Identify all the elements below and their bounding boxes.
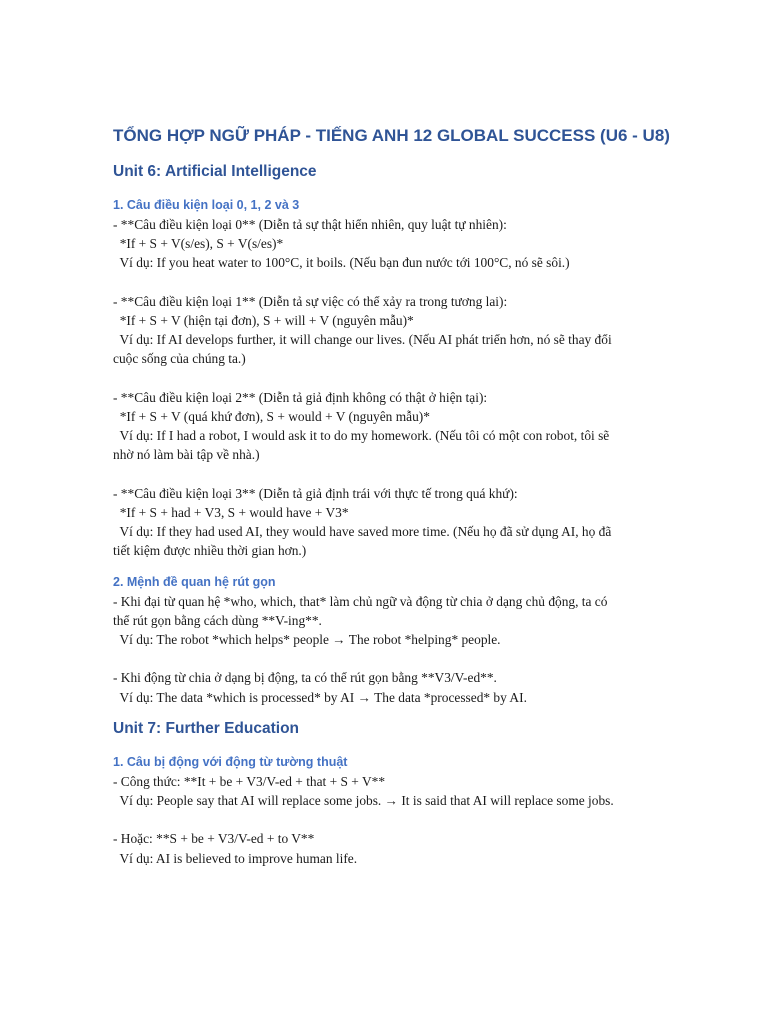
section-heading-conditionals: 1. Câu điều kiện loại 0, 1, 2 và 3 (113, 198, 300, 212)
unit-heading-7: Unit 7: Further Education (113, 719, 299, 737)
conditional-type-0-block (113, 215, 673, 273)
example-line: Ví dụ: The robot *which helps* people → The robot *helping* people. (113, 632, 501, 648)
reduced-clause-passive-block (113, 668, 673, 706)
blank-line (113, 810, 673, 829)
paragraph-line: - **Câu điều kiện loại 1** (Diễn tả sự việc có thể xảy ra trong tương lai): (113, 293, 508, 309)
blank-line (113, 465, 673, 484)
example-line: Ví dụ: AI is believed to improve human life. (113, 850, 358, 866)
example-line: Ví dụ: If AI develops further, it will change our lives. (Nếu AI phát triển hơn, nó sẽ thay đổi (113, 332, 612, 348)
conditional-type-2-block (113, 388, 673, 465)
passive-reporting-formula-block (113, 772, 673, 810)
paragraph-line: - **Câu điều kiện loại 3** (Diễn tả giả định trái với thực tế trong quá khứ): (113, 485, 518, 501)
blank-line (113, 369, 673, 388)
passive-reporting-alt-block (113, 829, 673, 867)
example-line: nhờ nó làm bài tập về nhà.) (113, 447, 260, 463)
paragraph-line: - Hoặc: **S + be + V3/V-ed + to V** (113, 831, 315, 847)
formula-line: *If + S + V (quá khứ đơn), S + would + V (nguyên mẫu)* (113, 409, 430, 424)
reduced-clause-active-block (113, 592, 673, 650)
unit-heading-6: Unit 6: Artificial Intelligence (113, 163, 317, 180)
blank-line (113, 649, 673, 668)
example-line: tiết kiệm được nhiều thời gian hơn.) (113, 543, 307, 559)
section-heading-reduced-relative-clauses: 2. Mệnh đề quan hệ rút gọn (113, 574, 276, 589)
paragraph-line: - Công thức: **It + be + V3/V-ed + that + S + V** (113, 773, 386, 789)
document-content (113, 124, 673, 868)
example-line: Ví dụ: If you heat water to 100°C, it boils. (Nếu bạn đun nước tới 100°C, nó sẽ sôi.) (113, 255, 570, 271)
paragraph-line: - **Câu điều kiện loại 2** (Diễn tả giả định không có thật ở hiện tại): (113, 389, 488, 405)
paragraph-line: - Khi đại từ quan hệ *who, which, that* làm chủ ngữ và động từ chia ở dạng chủ động, ta có (113, 593, 608, 609)
example-line: Ví dụ: People say that AI will replace some jobs. → It is said that AI will replace some jobs. (113, 793, 614, 809)
conditional-type-1-block (113, 292, 673, 369)
example-line: Ví dụ: If I had a robot, I would ask it to do my homework. (Nếu tôi có một con robot, tôi sẽ (113, 428, 610, 444)
formula-line: *If + S + had + V3, S + would have + V3* (113, 505, 349, 520)
formula-line: *If + S + V (hiện tại đơn), S + will + V (nguyên mẫu)* (113, 313, 414, 328)
section-heading-passive-reporting-verbs: 1. Câu bị động với động từ tường thuật (113, 754, 348, 769)
paragraph-line: thể rút gọn bằng cách dùng **V-ing**. (113, 612, 322, 628)
formula-line: *If + S + V(s/es), S + V(s/es)* (113, 236, 284, 252)
example-line: Ví dụ: If they had used AI, they would have saved more time. (Nếu họ đã sử dụng AI, họ đã (113, 524, 612, 540)
blank-line (113, 273, 673, 292)
example-line: Ví dụ: The data *which is processed* by AI → The data *processed* by AI. (113, 689, 527, 705)
paragraph-line: - **Câu điều kiện loại 0** (Diễn tả sự thật hiển nhiên, quy luật tự nhiên): (113, 217, 507, 232)
paragraph-line: - Khi động từ chia ở dạng bị động, ta có thể rút gọn bằng **V3/V-ed**. (113, 670, 497, 686)
example-line: cuộc sống của chúng ta.) (113, 351, 246, 367)
document-title: TỔNG HỢP NGỮ PHÁP - TIẾNG ANH 12 GLOBAL SUCCESS (U6 - U8) (113, 126, 670, 145)
conditional-type-3-block (113, 484, 673, 561)
